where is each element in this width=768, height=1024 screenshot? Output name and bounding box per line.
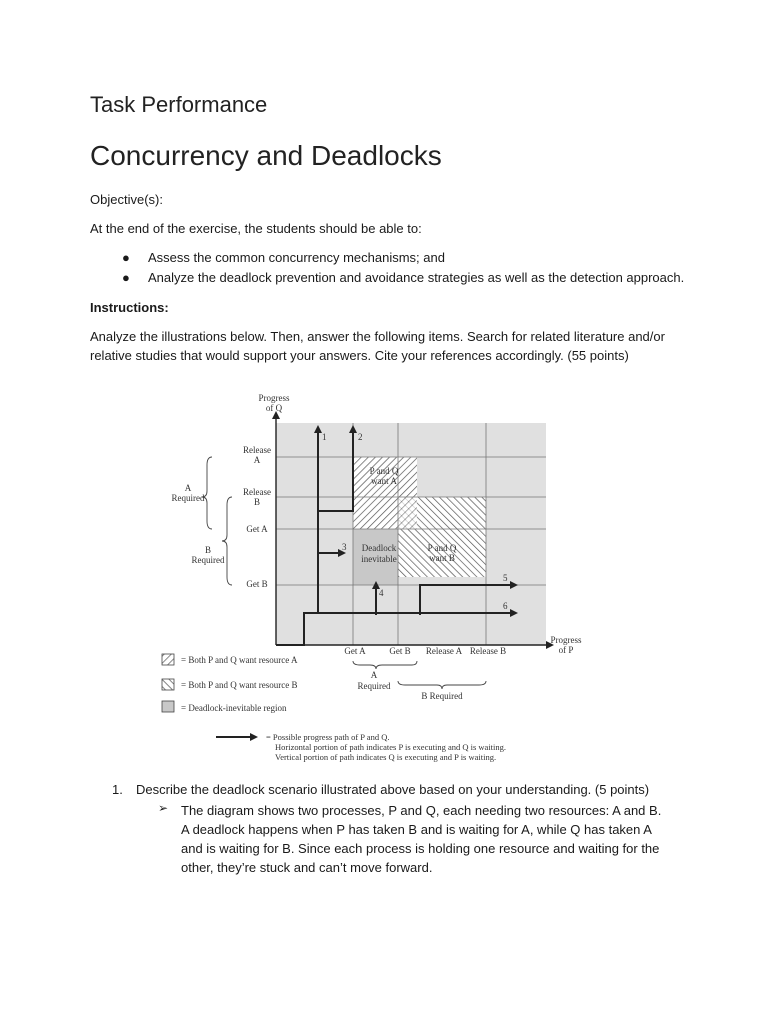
path-label-2: 2 bbox=[358, 432, 363, 442]
objectives-heading: Objective(s): bbox=[90, 192, 163, 207]
legend-a-label: = Both P and Q want resource A bbox=[181, 655, 298, 665]
y-tick-get-b: Get B bbox=[246, 579, 268, 589]
path-label-5: 5 bbox=[503, 573, 508, 583]
list-item bbox=[122, 268, 684, 288]
y-tick-get-a: Get A bbox=[246, 524, 268, 534]
answer-arrow-icon: ➢ bbox=[158, 801, 169, 815]
y-axis-title: Progress bbox=[258, 393, 290, 403]
page-subtitle: Task Performance bbox=[90, 92, 268, 117]
a-required-y-label: Required bbox=[171, 493, 205, 503]
b-required-x-brace bbox=[398, 681, 486, 689]
a-required-y-label: A bbox=[184, 483, 192, 493]
path-legend-horizontal: Horizontal portion of path indicates P is executing and Q is waiting. bbox=[275, 742, 507, 752]
a-required-x-label: Required bbox=[357, 681, 391, 691]
bullet-text: Analyze the deadlock prevention and avoidance strategies as well as the detection approach. bbox=[148, 270, 685, 285]
y-tick-release-a: A bbox=[253, 455, 261, 465]
overlap-region bbox=[398, 497, 417, 529]
question-number: 1. bbox=[112, 782, 123, 797]
instructions-text: Analyze the illustrations below. Then, answer the following items. Search for related literature and/or relative studies that would support your answers. Cite your references accordingly. (55 points) bbox=[90, 329, 665, 363]
legend-b-label: = Both P and Q want resource B bbox=[181, 680, 298, 690]
bullet-icon: ● bbox=[122, 270, 130, 285]
deadlock-label: Deadlock bbox=[361, 543, 397, 553]
path-legend-arrow-icon bbox=[250, 733, 258, 741]
question-text: Describe the deadlock scenario illustrated above based on your understanding. (5 points) bbox=[136, 782, 650, 797]
pq-want-b-label: P and Q bbox=[427, 543, 457, 553]
y-tick-release-a: Release bbox=[243, 445, 271, 455]
list-item bbox=[122, 248, 684, 268]
y-tick-release-b: B bbox=[253, 497, 261, 507]
x-tick-get-b: Get B bbox=[389, 646, 411, 656]
a-required-x-label: A bbox=[370, 670, 378, 680]
b-required-y-label: Required bbox=[191, 555, 225, 565]
page-title: Concurrency and Deadlocks bbox=[90, 140, 442, 171]
pq-want-a-label: P and Q bbox=[369, 466, 399, 476]
objectives-intro: At the end of the exercise, the students should be able to: bbox=[90, 221, 422, 236]
bullet-text: Assess the common concurrency mechanisms; and bbox=[148, 250, 445, 265]
deadlock-label: inevitable bbox=[361, 554, 397, 564]
path-legend-label: = Possible progress path of P and Q. bbox=[266, 732, 390, 742]
path-label-1: 1 bbox=[322, 432, 327, 442]
b-required-x-label: B Required bbox=[421, 691, 463, 701]
instructions-heading: Instructions: bbox=[90, 300, 169, 315]
deadlock-diagram bbox=[150, 385, 600, 770]
y-tick-release-b: Release bbox=[243, 487, 271, 497]
objectives-list bbox=[122, 248, 684, 288]
x-tick-release-b: Release B bbox=[469, 646, 507, 656]
path-label-6: 6 bbox=[503, 601, 508, 611]
legend-swatch-b bbox=[162, 679, 174, 690]
path-label-3: 3 bbox=[342, 542, 347, 552]
pq-want-b-label: want B bbox=[429, 553, 455, 563]
y-axis-title: of Q bbox=[265, 403, 283, 413]
bullet-icon: ● bbox=[122, 250, 130, 265]
x-axis-title: of P bbox=[558, 645, 574, 655]
legend-swatch-deadlock bbox=[162, 701, 174, 712]
b-required-y-brace bbox=[222, 497, 232, 585]
path-label-4: 4 bbox=[379, 588, 384, 598]
b-required-y-label: B bbox=[204, 545, 212, 555]
pq-want-a-label: want A bbox=[371, 476, 397, 486]
path-legend-vertical: Vertical portion of path indicates Q is executing and P is waiting. bbox=[275, 752, 497, 762]
legend-deadlock-label: = Deadlock-inevitable region bbox=[181, 703, 287, 713]
a-required-x-brace bbox=[353, 661, 417, 669]
x-axis-title: Progress bbox=[550, 635, 582, 645]
legend-swatch-a bbox=[162, 654, 174, 665]
answer-text: The diagram shows two processes, P and Q, each needing two resources: A and B. A deadlock happens when P has taken B and is waiting for A, while Q has taken A and is waiting for B. Since each process is holding one resource and waiting for the other, they’re stuck and can’t move forward. bbox=[181, 803, 662, 875]
x-tick-get-a: Get A bbox=[344, 646, 366, 656]
deadlock-figure bbox=[150, 385, 600, 770]
x-tick-release-a: Release A bbox=[425, 646, 463, 656]
